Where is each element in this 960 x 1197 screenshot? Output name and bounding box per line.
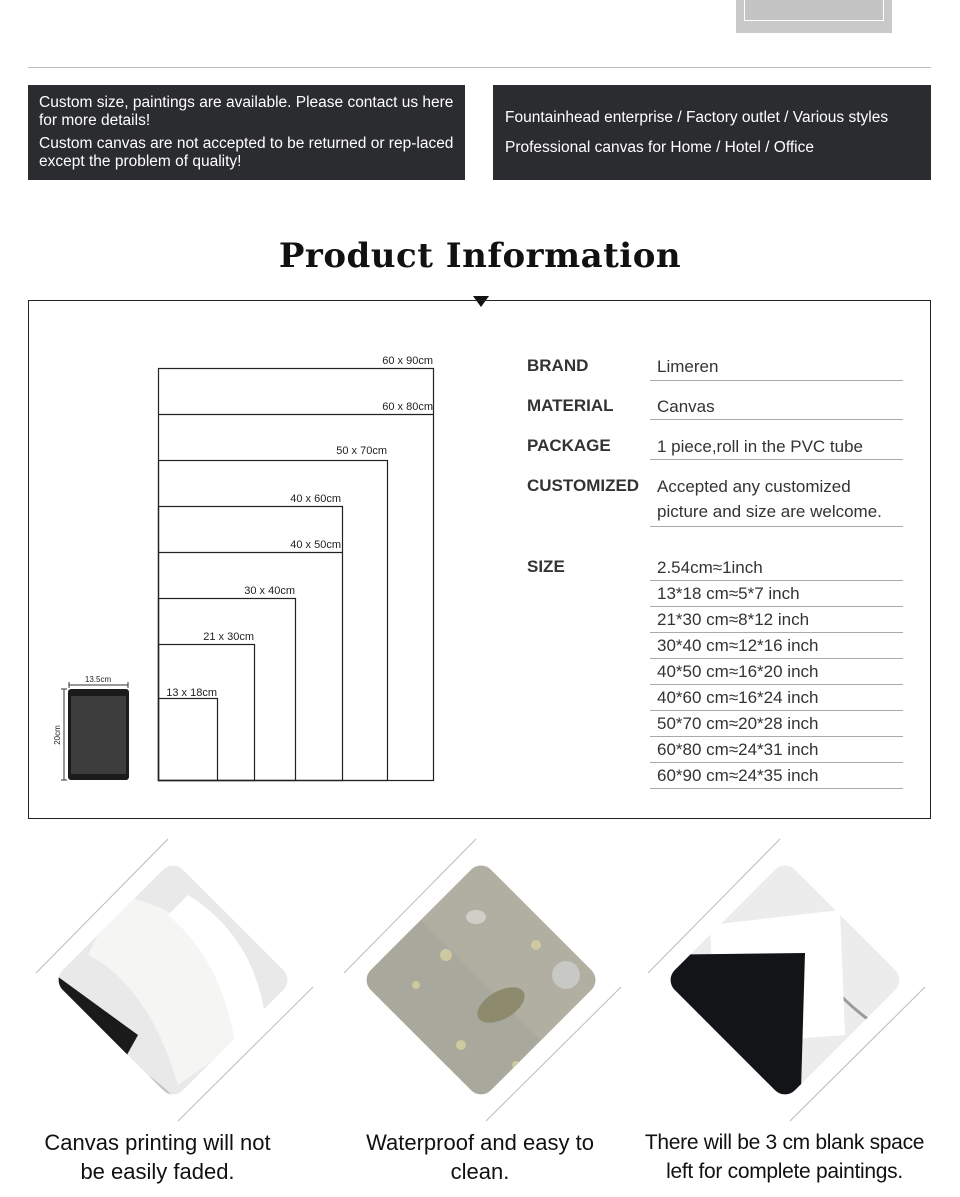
size-item: 2.54cm≈1inch bbox=[650, 555, 903, 581]
feature-caption-waterproof-line-1: Waterproof and easy to bbox=[366, 1130, 594, 1155]
size-item: 60*90 cm≈24*35 inch bbox=[650, 763, 903, 789]
factory-notice-line-2: Professional canvas for Home / Hotel / Office bbox=[505, 138, 814, 156]
tablet-width-label: 13.5cm bbox=[84, 675, 112, 684]
size-list bbox=[650, 555, 903, 789]
size-label-40x60: 40 x 60cm bbox=[290, 493, 341, 505]
customized-underline bbox=[650, 526, 903, 527]
divider bbox=[28, 67, 931, 68]
size-label-60x90: 60 x 90cm bbox=[382, 355, 433, 367]
feature-photo-blank-border bbox=[640, 835, 930, 1125]
section-title: Product Information bbox=[278, 236, 682, 276]
feature-caption-blank-space-line-2: left for complete paintings. bbox=[666, 1160, 903, 1183]
size-chart-diagram bbox=[40, 330, 460, 800]
feature-caption-faded-line-2: be easily faded. bbox=[80, 1159, 235, 1184]
top-frame-image bbox=[736, 0, 892, 33]
size-label-60x80: 60 x 80cm bbox=[382, 401, 433, 413]
feature-caption-blank-space bbox=[632, 1128, 937, 1186]
feature-caption-blank-space-line-1: There will be 3 cm blank space bbox=[644, 1131, 925, 1154]
material-label: MATERIAL bbox=[527, 396, 614, 415]
material-underline bbox=[650, 419, 903, 420]
custom-notice-line-2: Custom canvas are not accepted to be returned or rep-laced except the problem of quality! bbox=[39, 135, 454, 170]
size-label-40x50: 40 x 50cm bbox=[290, 539, 341, 551]
brand-value: Limeren bbox=[657, 357, 719, 376]
size-item: 60*80 cm≈24*31 inch bbox=[650, 737, 903, 763]
size-label-13x18: 13 x 18cm bbox=[166, 687, 217, 699]
size-rect-13x18 bbox=[159, 699, 218, 781]
brand-underline bbox=[650, 380, 903, 381]
tablet-height-label: 20cm bbox=[53, 725, 62, 745]
customized-value-line-1: Accepted any customized bbox=[657, 477, 851, 496]
feature-caption-waterproof bbox=[340, 1128, 620, 1186]
custom-notice-line-1: Custom size, paintings are available. Please contact us here for more details! bbox=[39, 94, 454, 129]
size-label-50x70: 50 x 70cm bbox=[336, 445, 387, 457]
size-rect-50x70 bbox=[159, 461, 388, 781]
size-label-30x40: 30 x 40cm bbox=[244, 585, 295, 597]
size-item: 30*40 cm≈12*16 inch bbox=[650, 633, 903, 659]
feature-caption-waterproof-line-2: clean. bbox=[450, 1159, 510, 1184]
package-value: 1 piece,roll in the PVC tube bbox=[657, 437, 864, 456]
size-item: 21*30 cm≈8*12 inch bbox=[650, 607, 903, 633]
custom-notice-box bbox=[28, 85, 465, 180]
customized-label: CUSTOMIZED bbox=[527, 476, 640, 495]
factory-notice-box bbox=[493, 85, 931, 180]
size-item: 40*50 cm≈16*20 inch bbox=[650, 659, 903, 685]
size-item: 13*18 cm≈5*7 inch bbox=[650, 581, 903, 607]
package-underline bbox=[650, 459, 903, 460]
factory-notice-line-1: Fountainhead enterprise / Factory outlet / Various styles bbox=[505, 108, 889, 126]
size-rect-21x30 bbox=[159, 645, 255, 781]
package-label: PACKAGE bbox=[527, 436, 611, 455]
feature-caption-faded bbox=[20, 1128, 295, 1186]
size-item: 50*70 cm≈20*28 inch bbox=[650, 711, 903, 737]
feature-photo-canvas-roll bbox=[28, 835, 318, 1125]
material-value: Canvas bbox=[657, 397, 715, 416]
brand-label: BRAND bbox=[527, 356, 589, 375]
feature-caption-faded-line-1: Canvas printing will not bbox=[44, 1130, 271, 1155]
feature-photo-waterproof bbox=[336, 835, 626, 1125]
size-label: SIZE bbox=[527, 557, 565, 576]
tablet-reference bbox=[53, 675, 129, 780]
size-label-21x30: 21 x 30cm bbox=[203, 631, 254, 643]
customized-value-line-2: picture and size are welcome. bbox=[657, 502, 882, 521]
size-item: 40*60 cm≈16*24 inch bbox=[650, 685, 903, 711]
